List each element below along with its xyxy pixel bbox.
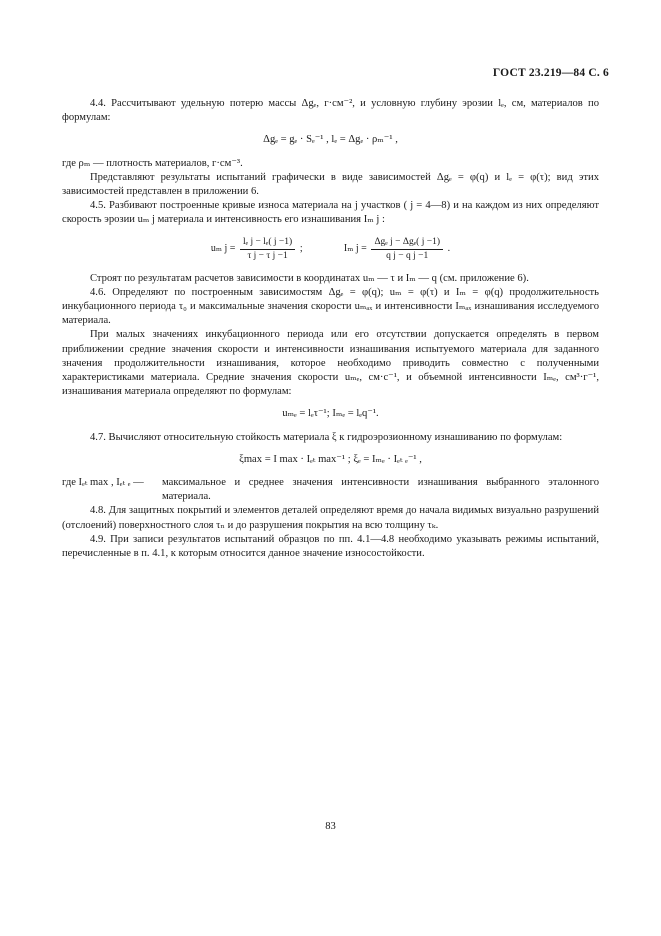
page-number: 83 (325, 821, 336, 832)
formula-rate-intensity (62, 236, 599, 263)
paragraph-4-4: 4.4. Рассчитывают удельную потерю массы Δgₑ, г·см⁻², и условную глубину эрозии lₑ, см, материалов по формулам: (62, 98, 599, 124)
formula-mass-loss: Δgₑ = gₑ · Sₑ⁻¹ , lₑ = Δgₑ · ρₘ⁻¹ , (263, 134, 398, 146)
paragraph-4-6: 4.6. Определяют по построенным зависимостям Δgₑ = φ(q); uₘ = φ(τ) и Iₘ = φ(q) продолжительность инкубационного периода τ₀ и максимальные значения скорости uₘₐₓ и интенсивности Iₘₐₓ изнашивания исследуемого материала. (62, 286, 599, 327)
formula-rate-numerator: lₑ j − lₑ( j −1) (240, 236, 295, 250)
paragraph-coordinates: Строят по результатам расчетов зависимости в координатах uₘ — τ и Iₘ — q (см. приложение 6). (90, 272, 529, 284)
formula-end: . (447, 243, 451, 255)
paragraph-4-7: 4.7. Вычисляют относительную стойкость материала ξ к гидроэрозионному изнашиванию по формулам: (90, 431, 563, 443)
legend-description: максимальное и среднее значения интенсивности изнашивания выбранного эталонного материала. (162, 477, 599, 503)
formula-legend (62, 476, 599, 504)
formula-intensity-numerator: Δgₑ j − Δgₑ( j −1) (371, 236, 443, 250)
formula-separator: ; (299, 243, 303, 255)
formula-rate-fraction (240, 236, 295, 263)
formula-relative-resistance: ξmax = I max · Iₑₜ max⁻¹ ; ξₑ = Iₘₑ · Iₑₜ ₑ⁻¹ , (239, 453, 422, 465)
formula-intensity-denominator: q j − q j −1 (386, 250, 429, 261)
formula-intensity-fraction (371, 236, 443, 263)
paragraph-graph-results: Представляют результаты испытаний графически в виде зависимостей Δgₑ = φ(q) и lₑ = φ(τ); вид этих зависимостей представлен в приложении 6. (62, 171, 599, 198)
formula-intensity-lhs: Iₘ j = (343, 243, 367, 255)
paragraph-4-8: 4.8. Для защитных покрытий и элементов деталей определяют время до начала видимых визуально разрушений (отслоений) поверхностного слоя τₙ и до разрушения покрытия на всю толщину τₖ. (62, 505, 599, 531)
formula-rate-lhs: uₘ j = (210, 243, 236, 255)
document-header: ГОСТ 23.219—84 С. 6 (492, 67, 609, 79)
paragraph-density-note: где ρₘ — плотность материалов, г·см⁻³. (62, 157, 243, 169)
document-body (62, 97, 599, 561)
formula-rate-denominator: τ j − τ j −1 (247, 250, 288, 261)
legend-symbols: где Iₑₜ max , Iₑₜ ₑ — (62, 477, 144, 489)
paragraph-4-5: 4.5. Разбивают построенные кривые износа материала на j участков ( j = 4—8) и на каждом из них определяют скорость эрозии uₘ j материала и интенсивность его изнашивания Iₘ j : (62, 200, 599, 226)
paragraph-4-9: 4.9. При записи результатов испытаний образцов по пп. 4.1—4.8 необходимо указывать режимы испытаний, перечисленные в п. 4.1, к которым относится данное значение износостойкости. (62, 533, 599, 560)
formula-average-values: uₘₑ = lₑτ⁻¹; Iₘₑ = lₑq⁻¹. (282, 408, 379, 420)
paragraph-incubation: При малых значениях инкубационного периода или его отсутствии допускается определять в первом приближении средние значения скорости и интенсивности изнашивания испытуемого материала для заданного значения продолжительности изнашивания, которое необходимо приводить совместно с полученными характеристиками материала. Средние значения скорости uₘₑ, см·с⁻¹, и объемной интенсивности Iₘₑ, см³·г⁻¹, изнашивания материала определяют по формулам: (62, 329, 599, 398)
